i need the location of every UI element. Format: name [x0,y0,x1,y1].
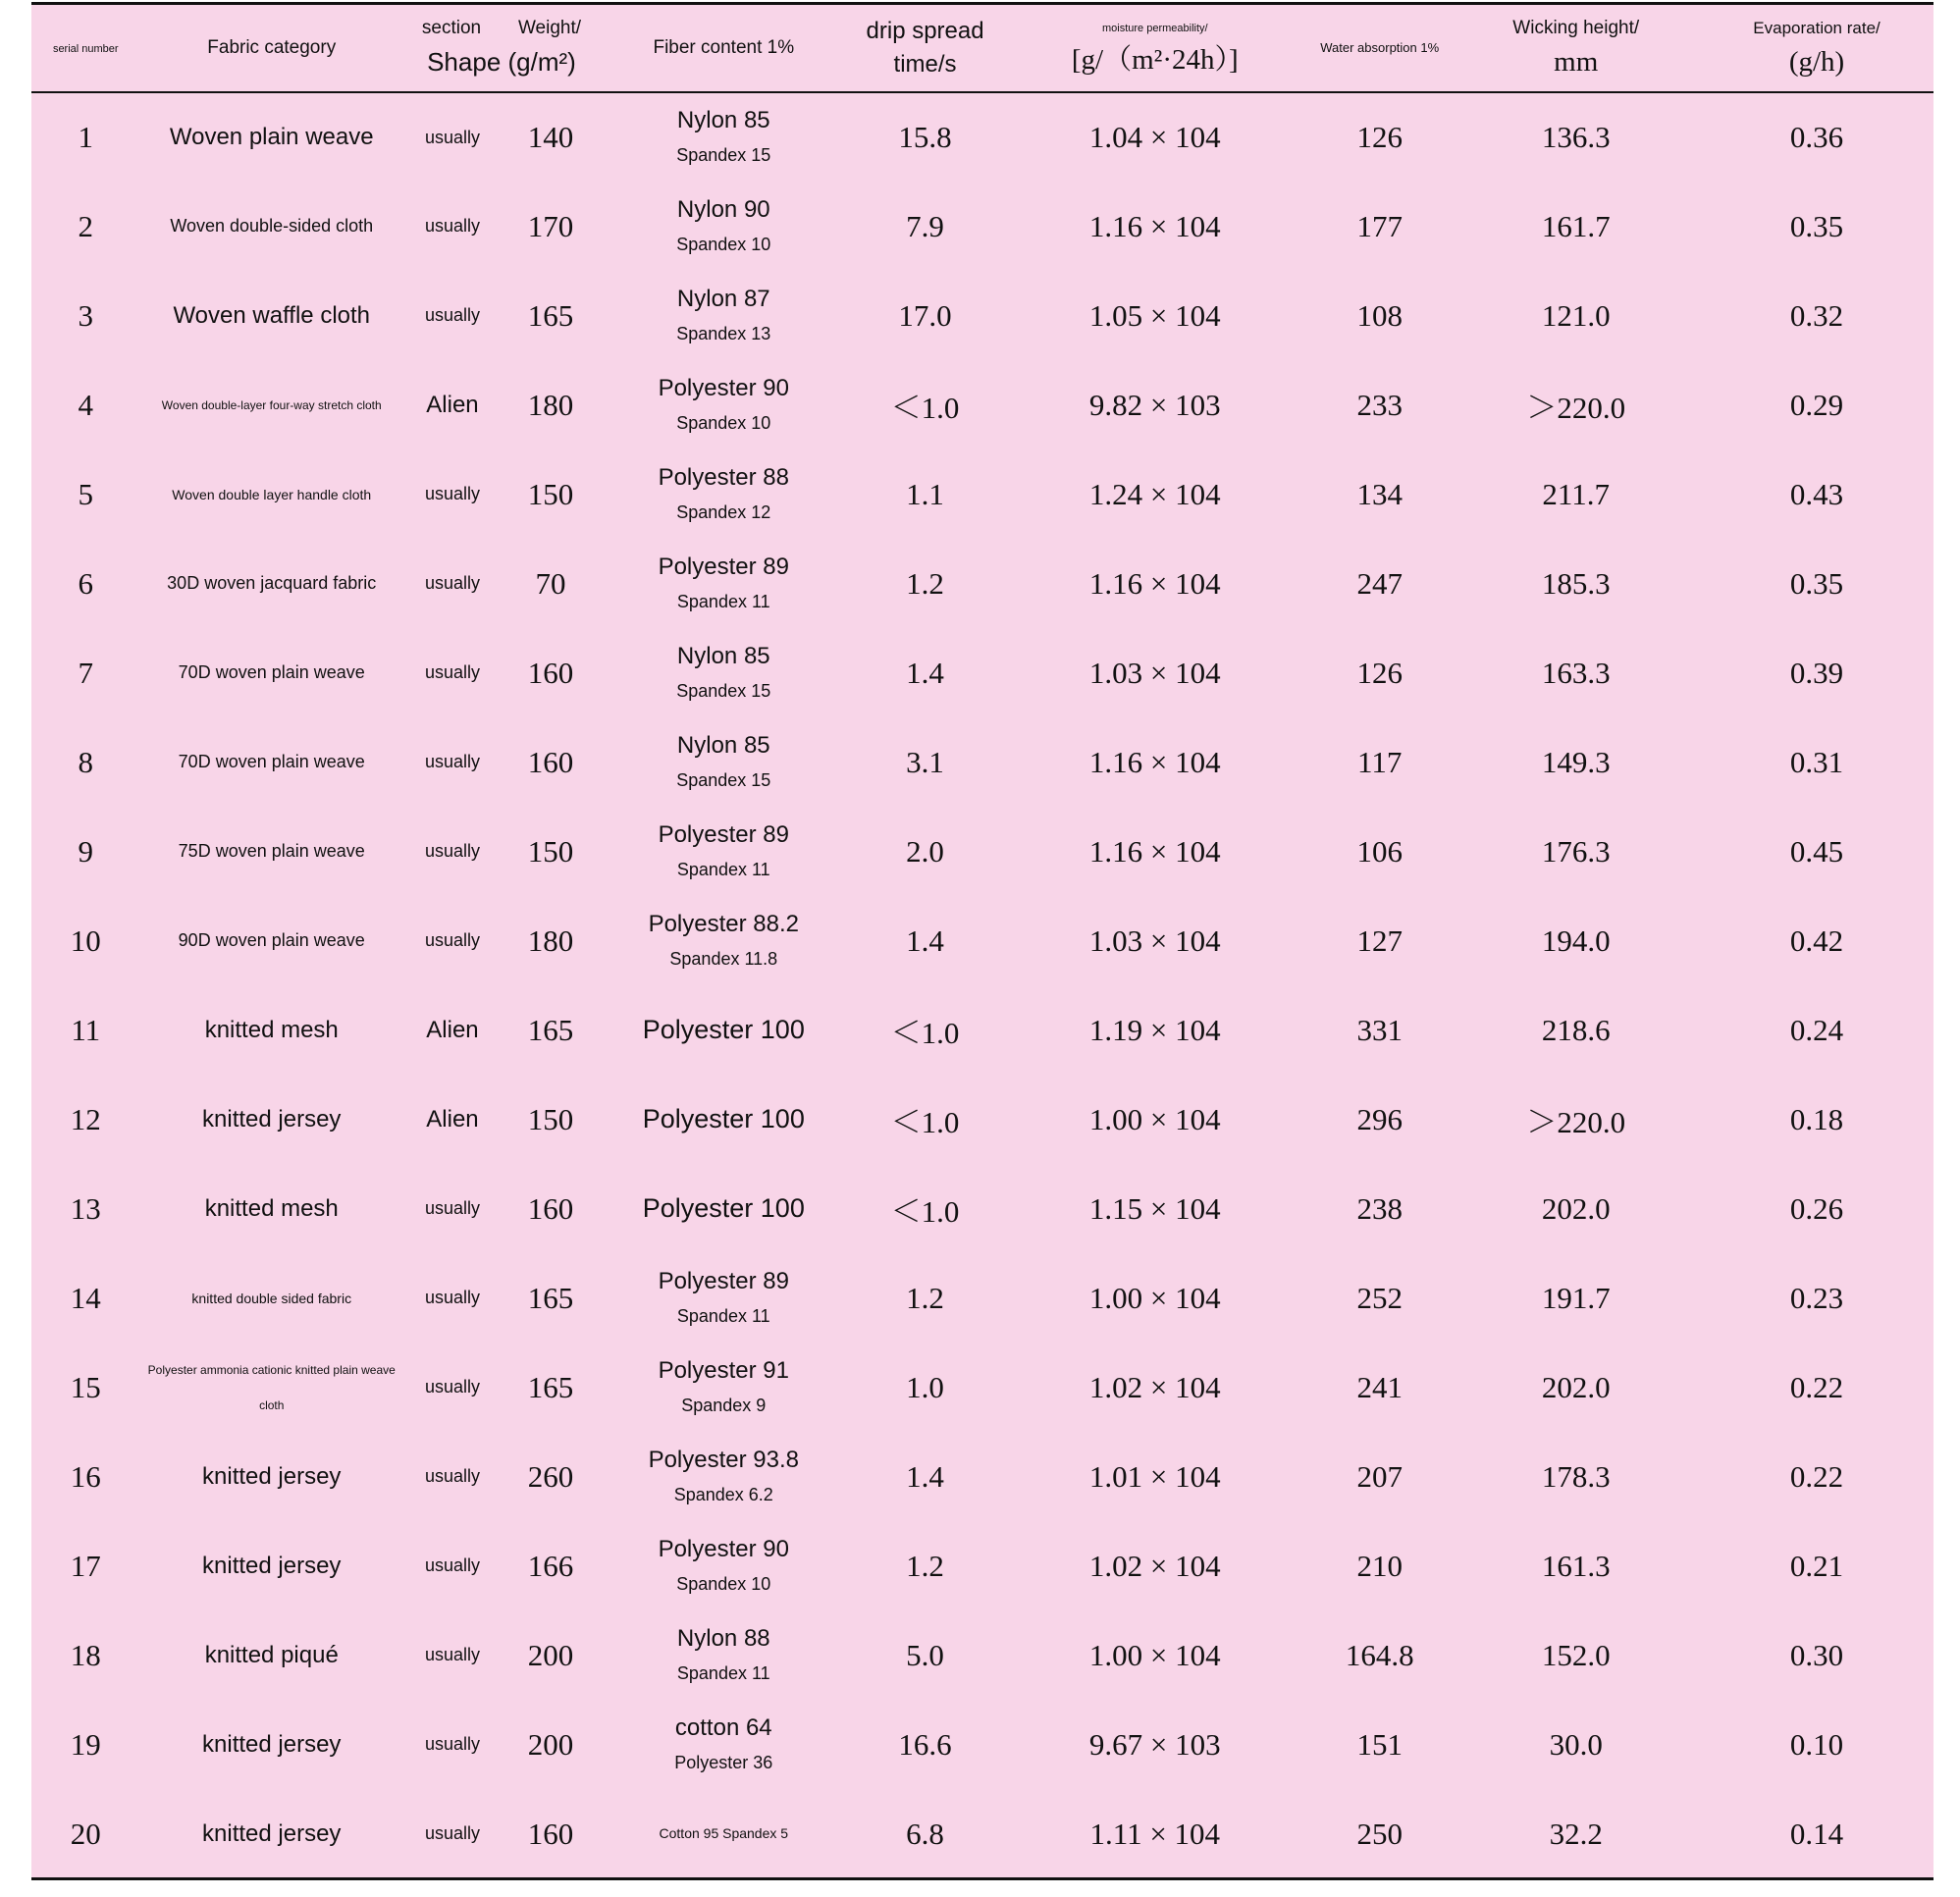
cell-shape: usually [424,484,480,503]
header-weight: Weight/ [517,18,582,38]
fiber-secondary: Spandex 15 [676,769,771,790]
fiber-main: Polyester 100 [642,1015,805,1044]
cell-drip: 1.2 [906,1548,944,1583]
header-category: Fabric category [140,5,403,92]
cell-water: 126 [1356,655,1403,690]
cell-water: 164.8 [1345,1637,1414,1672]
fiber-secondary: Spandex 11.8 [669,948,778,969]
table-row [31,628,1934,717]
cell-wicking: 149.3 [1541,744,1611,779]
cell-water: 233 [1356,387,1403,422]
table-row [31,1343,1934,1432]
cell-shape: usually [424,1198,480,1218]
fiber-main: Polyester 89 [658,553,789,580]
cell-fiber [600,985,848,1075]
cell-category: knitted mesh [204,1016,339,1043]
cell-water: 126 [1356,120,1403,154]
cell-category: 70D woven plain weave [178,752,365,771]
cell-wicking: 211.7 [1542,476,1611,511]
cell-wicking: ＞220.0 [1526,391,1626,425]
table-row [31,1789,1934,1878]
fiber-main: Polyester 89 [658,1267,789,1294]
cell-weight: 70 [535,565,566,601]
cell-drip: 7.9 [906,208,944,243]
cell-category: knitted mesh [204,1194,339,1222]
cell-category: knitted jersey [202,1819,342,1847]
cell-serial: 20 [70,1816,101,1851]
cell-weight: 160 [527,744,574,779]
cell-drip: 1.1 [906,476,944,511]
cell-evaporation: 0.30 [1789,1637,1844,1672]
cell-fiber [600,1164,848,1253]
fiber-main: Nylon 90 [676,195,770,223]
cell-moisture: 1.00 × 104 [1088,1280,1221,1315]
cell-serial: 19 [70,1726,101,1762]
cell-fiber [600,1253,848,1343]
cell-serial: 14 [70,1280,101,1315]
cell-serial: 18 [70,1637,101,1672]
cell-evaporation: 0.22 [1789,1458,1844,1494]
cell-shape: Alien [426,1016,479,1043]
fiber-secondary: Spandex 15 [676,680,771,701]
fiber-secondary: Spandex 11 [676,591,770,611]
fiber-secondary: Spandex 13 [676,323,771,343]
table-row [31,1700,1934,1789]
cell-category: Polyester ammonia cationic knitted plain weave cloth [147,1362,396,1412]
cell-water: 252 [1356,1280,1403,1315]
cell-category: knitted double sided fabric [191,1290,352,1306]
cell-moisture: 9.67 × 103 [1088,1726,1221,1762]
cell-moisture: 1.04 × 104 [1088,120,1221,154]
table-row [31,539,1934,628]
cell-category: knitted jersey [202,1552,342,1579]
cell-fiber [600,628,848,717]
cell-serial: 4 [78,387,94,422]
table-row [31,1610,1934,1700]
cell-moisture: 9.82 × 103 [1088,387,1221,422]
cell-evaporation: 0.23 [1789,1280,1844,1315]
cell-weight: 165 [527,1369,574,1404]
table-body [31,92,1934,1878]
header-serial: serial number [31,5,140,92]
cell-moisture: 1.03 × 104 [1088,655,1221,690]
cell-shape: usually [424,1645,480,1664]
fiber-secondary: Spandex 15 [676,145,771,165]
cell-weight: 140 [527,120,574,154]
cell-category: Woven double layer handle cloth [172,486,372,502]
cell-shape: usually [424,752,480,771]
header-section-weight [403,5,600,92]
fiber-main: Nylon 88 [676,1624,770,1652]
table-row [31,985,1934,1075]
cell-serial: 7 [78,655,94,690]
cell-evaporation: 0.43 [1789,476,1844,511]
cell-water: 210 [1356,1548,1403,1583]
fiber-main: Polyester 90 [658,374,789,401]
cell-evaporation: 0.39 [1789,655,1844,690]
cell-evaporation: 0.14 [1789,1816,1844,1851]
cell-moisture: 1.00 × 104 [1088,1101,1221,1136]
cell-water: 247 [1356,565,1403,601]
cell-moisture: 1.16 × 104 [1088,833,1221,869]
cell-weight: 150 [527,476,574,511]
cell-shape: usually [424,1555,480,1575]
fiber-main: Polyester 90 [658,1535,789,1562]
cell-wicking: 176.3 [1541,833,1611,869]
cell-shape: usually [424,1288,480,1307]
cell-fiber [600,1432,848,1521]
cell-serial: 10 [70,922,101,958]
cell-weight: 180 [527,387,574,422]
cell-shape: usually [424,841,480,861]
fiber-main: Polyester 88.2 [648,910,799,937]
cell-serial: 8 [78,744,94,779]
cell-category: 30D woven jacquard fabric [167,573,377,593]
cell-evaporation: 0.35 [1789,565,1844,601]
cell-shape: Alien [426,1105,479,1133]
cell-fiber [600,1700,848,1789]
cell-water: 238 [1356,1190,1403,1226]
cell-moisture: 1.16 × 104 [1088,208,1221,243]
cell-wicking: 218.6 [1541,1012,1611,1047]
cell-drip: 1.4 [906,922,944,958]
cell-moisture: 1.15 × 104 [1088,1190,1221,1226]
cell-wicking: 202.0 [1541,1190,1611,1226]
cell-shape: usually [424,662,480,682]
cell-shape: Alien [426,391,479,418]
cell-weight: 165 [527,1280,574,1315]
cell-evaporation: 0.21 [1789,1548,1844,1583]
fiber-main: Polyester 93.8 [648,1446,799,1473]
fiber-main: Nylon 85 [676,107,770,133]
cell-category: knitted jersey [202,1730,342,1758]
cell-shape: usually [424,573,480,593]
cell-category: 70D woven plain weave [178,662,365,682]
cell-category: Woven double-sided cloth [170,216,374,236]
cell-water: 117 [1357,744,1403,779]
cell-water: 331 [1356,1012,1403,1047]
cell-fiber [600,539,848,628]
cell-drip: 1.4 [906,1458,944,1494]
cell-drip: 17.0 [898,297,952,333]
fiber-secondary: Spandex 12 [676,501,771,522]
cell-weight: 170 [527,208,574,243]
cell-weight: 160 [527,1190,574,1226]
cell-water: 134 [1356,476,1403,511]
cell-wicking: 161.7 [1541,208,1611,243]
cell-serial: 16 [70,1458,101,1494]
cell-wicking: 121.0 [1541,297,1611,333]
fiber-main: Polyester 89 [658,820,789,848]
fiber-secondary: Spandex 6.2 [673,1484,773,1504]
cell-category: Woven double-layer four-way stretch cloth [161,397,382,412]
cell-fiber [600,182,848,271]
cell-serial: 17 [70,1548,101,1583]
fiber-secondary: Spandex 10 [676,234,771,254]
header-shape-unit: Shape (g/m²) [427,47,576,77]
fiber-secondary: Spandex 11 [676,859,770,879]
cell-fiber [600,1521,848,1610]
cell-evaporation: 0.31 [1789,744,1844,779]
cell-evaporation: 0.18 [1789,1101,1844,1136]
table-row [31,1432,1934,1521]
header-drip: drip spread time/s [848,5,1003,92]
cell-drip: 1.0 [906,1369,944,1404]
fiber-main: Cotton 95 Spandex 5 [659,1824,789,1841]
cell-wicking: 136.3 [1541,120,1611,154]
cell-water: 108 [1356,297,1403,333]
cell-shape: usually [424,1734,480,1754]
table-row [31,1521,1934,1610]
cell-wicking: 163.3 [1541,655,1611,690]
fiber-main: Nylon 85 [676,731,770,759]
cell-water: 127 [1356,922,1403,958]
cell-drip: 5.0 [906,1637,944,1672]
table-row [31,182,1934,271]
cell-shape: usually [424,127,480,147]
cell-moisture: 1.19 × 104 [1088,1012,1221,1047]
cell-wicking: 152.0 [1541,1637,1611,1672]
cell-wicking: 194.0 [1541,922,1611,958]
cell-wicking: 32.2 [1549,1816,1603,1851]
cell-weight: 200 [527,1637,574,1672]
header-water: Water absorption 1% [1307,5,1452,92]
cell-drip: 1.2 [906,565,944,601]
cell-fiber [600,92,848,182]
table-row [31,1253,1934,1343]
cell-drip: 1.4 [906,655,944,690]
fiber-secondary: Spandex 9 [681,1395,767,1415]
fabric-properties-table [31,2,1934,1880]
cell-drip: ＜1.0 [890,391,960,425]
cell-category: 90D woven plain weave [178,930,365,950]
cell-weight: 150 [527,1101,574,1136]
cell-shape: usually [424,1823,480,1843]
cell-weight: 180 [527,922,574,958]
cell-category: Woven plain weave [169,124,374,150]
header-moisture: moisture permeability/ [g/（m²·24h）] [1003,5,1308,92]
cell-weight: 150 [527,833,574,869]
cell-fiber [600,1343,848,1432]
cell-moisture: 1.02 × 104 [1088,1548,1221,1583]
cell-drip: 2.0 [906,833,944,869]
cell-water: 207 [1356,1458,1403,1494]
cell-weight: 165 [527,297,574,333]
cell-category: knitted jersey [202,1105,342,1133]
cell-moisture: 1.24 × 104 [1088,476,1221,511]
cell-evaporation: 0.35 [1789,208,1844,243]
cell-serial: 5 [78,476,94,511]
cell-serial: 2 [78,208,94,243]
cell-weight: 166 [527,1548,574,1583]
fiber-main: Polyester 100 [642,1193,805,1223]
fiber-secondary: Spandex 11 [676,1305,770,1326]
header-fiber: Fiber content 1% [600,5,848,92]
table-row [31,360,1934,449]
fiber-main: Nylon 87 [676,285,770,312]
cell-moisture: 1.01 × 104 [1088,1458,1221,1494]
fiber-main: cotton 64 [674,1713,772,1741]
fiber-secondary: Spandex 11 [676,1662,770,1683]
cell-serial: 15 [70,1369,101,1404]
header-wicking: Wicking height/ mm [1452,5,1700,92]
cell-evaporation: 0.42 [1789,922,1844,958]
cell-water: 177 [1356,208,1403,243]
cell-water: 151 [1356,1726,1403,1762]
cell-weight: 160 [527,1816,574,1851]
cell-drip: 15.8 [898,120,952,154]
table-row [31,807,1934,896]
cell-fiber [600,1075,848,1164]
cell-moisture: 1.16 × 104 [1088,744,1221,779]
cell-serial: 12 [70,1101,101,1136]
cell-wicking: 161.3 [1541,1548,1611,1583]
cell-moisture: 1.11 × 104 [1089,1816,1221,1851]
fiber-secondary: Spandex 10 [676,1573,771,1594]
cell-weight: 165 [527,1012,574,1047]
cell-weight: 160 [527,655,574,690]
cell-evaporation: 0.29 [1789,387,1844,422]
cell-drip: 3.1 [906,744,944,779]
cell-category: Woven waffle cloth [173,301,371,329]
cell-evaporation: 0.10 [1789,1726,1844,1762]
header-section: section [421,18,482,38]
table-row [31,449,1934,539]
cell-wicking: 30.0 [1549,1726,1603,1762]
cell-drip: ＜1.0 [890,1194,960,1229]
cell-weight: 260 [527,1458,574,1494]
cell-shape: usually [424,1466,480,1486]
cell-fiber [600,717,848,807]
header-evaporation: Evaporation rate/ (g/h) [1700,5,1934,92]
cell-shape: usually [424,1377,480,1396]
cell-fiber [600,807,848,896]
table-row [31,1075,1934,1164]
table-row [31,896,1934,985]
cell-water: 241 [1356,1369,1403,1404]
cell-evaporation: 0.26 [1789,1190,1844,1226]
cell-moisture: 1.02 × 104 [1088,1369,1221,1404]
cell-fiber [600,1610,848,1700]
fiber-main: Polyester 88 [658,463,789,491]
fiber-main: Polyester 91 [658,1356,789,1384]
cell-wicking: ＞220.0 [1526,1105,1626,1139]
table-row [31,1164,1934,1253]
cell-moisture: 1.05 × 104 [1088,297,1221,333]
cell-category: knitted jersey [202,1462,342,1490]
cell-category: 75D woven plain weave [178,841,365,861]
cell-shape: usually [424,305,480,325]
cell-water: 296 [1356,1101,1403,1136]
table-row [31,271,1934,360]
cell-shape: usually [424,216,480,236]
cell-wicking: 202.0 [1541,1369,1611,1404]
cell-moisture: 1.03 × 104 [1088,922,1221,958]
fiber-main: Polyester 100 [642,1104,805,1133]
cell-drip: 16.6 [898,1726,952,1762]
cell-fiber [600,360,848,449]
fiber-secondary: Spandex 10 [676,412,771,433]
cell-water: 106 [1356,833,1403,869]
cell-evaporation: 0.36 [1789,120,1844,154]
cell-fiber [600,449,848,539]
cell-drip: ＜1.0 [890,1105,960,1139]
cell-serial: 1 [78,120,94,154]
cell-weight: 200 [527,1726,574,1762]
cell-fiber [600,896,848,985]
cell-serial: 13 [70,1190,101,1226]
table-row [31,92,1934,182]
cell-wicking: 185.3 [1541,565,1611,601]
cell-water: 250 [1356,1816,1403,1851]
cell-evaporation: 0.22 [1789,1369,1844,1404]
cell-evaporation: 0.24 [1789,1012,1844,1047]
cell-wicking: 191.7 [1541,1280,1611,1315]
cell-serial: 9 [78,833,94,869]
cell-serial: 3 [78,297,94,333]
cell-fiber [600,271,848,360]
cell-shape: usually [424,930,480,950]
cell-moisture: 1.00 × 104 [1088,1637,1221,1672]
cell-wicking: 178.3 [1541,1458,1611,1494]
fiber-secondary: Polyester 36 [674,1752,773,1772]
cell-drip: 6.8 [906,1816,944,1851]
cell-drip: 1.2 [906,1280,944,1315]
table-row [31,717,1934,807]
cell-drip: ＜1.0 [890,1016,960,1050]
cell-serial: 11 [71,1012,101,1047]
cell-moisture: 1.16 × 104 [1088,565,1221,601]
cell-evaporation: 0.45 [1789,833,1844,869]
fiber-main: Nylon 85 [676,642,770,669]
table-header [31,5,1934,92]
cell-evaporation: 0.32 [1789,297,1844,333]
cell-category: knitted piqué [204,1641,339,1668]
cell-serial: 6 [78,565,94,601]
cell-fiber [600,1789,848,1878]
